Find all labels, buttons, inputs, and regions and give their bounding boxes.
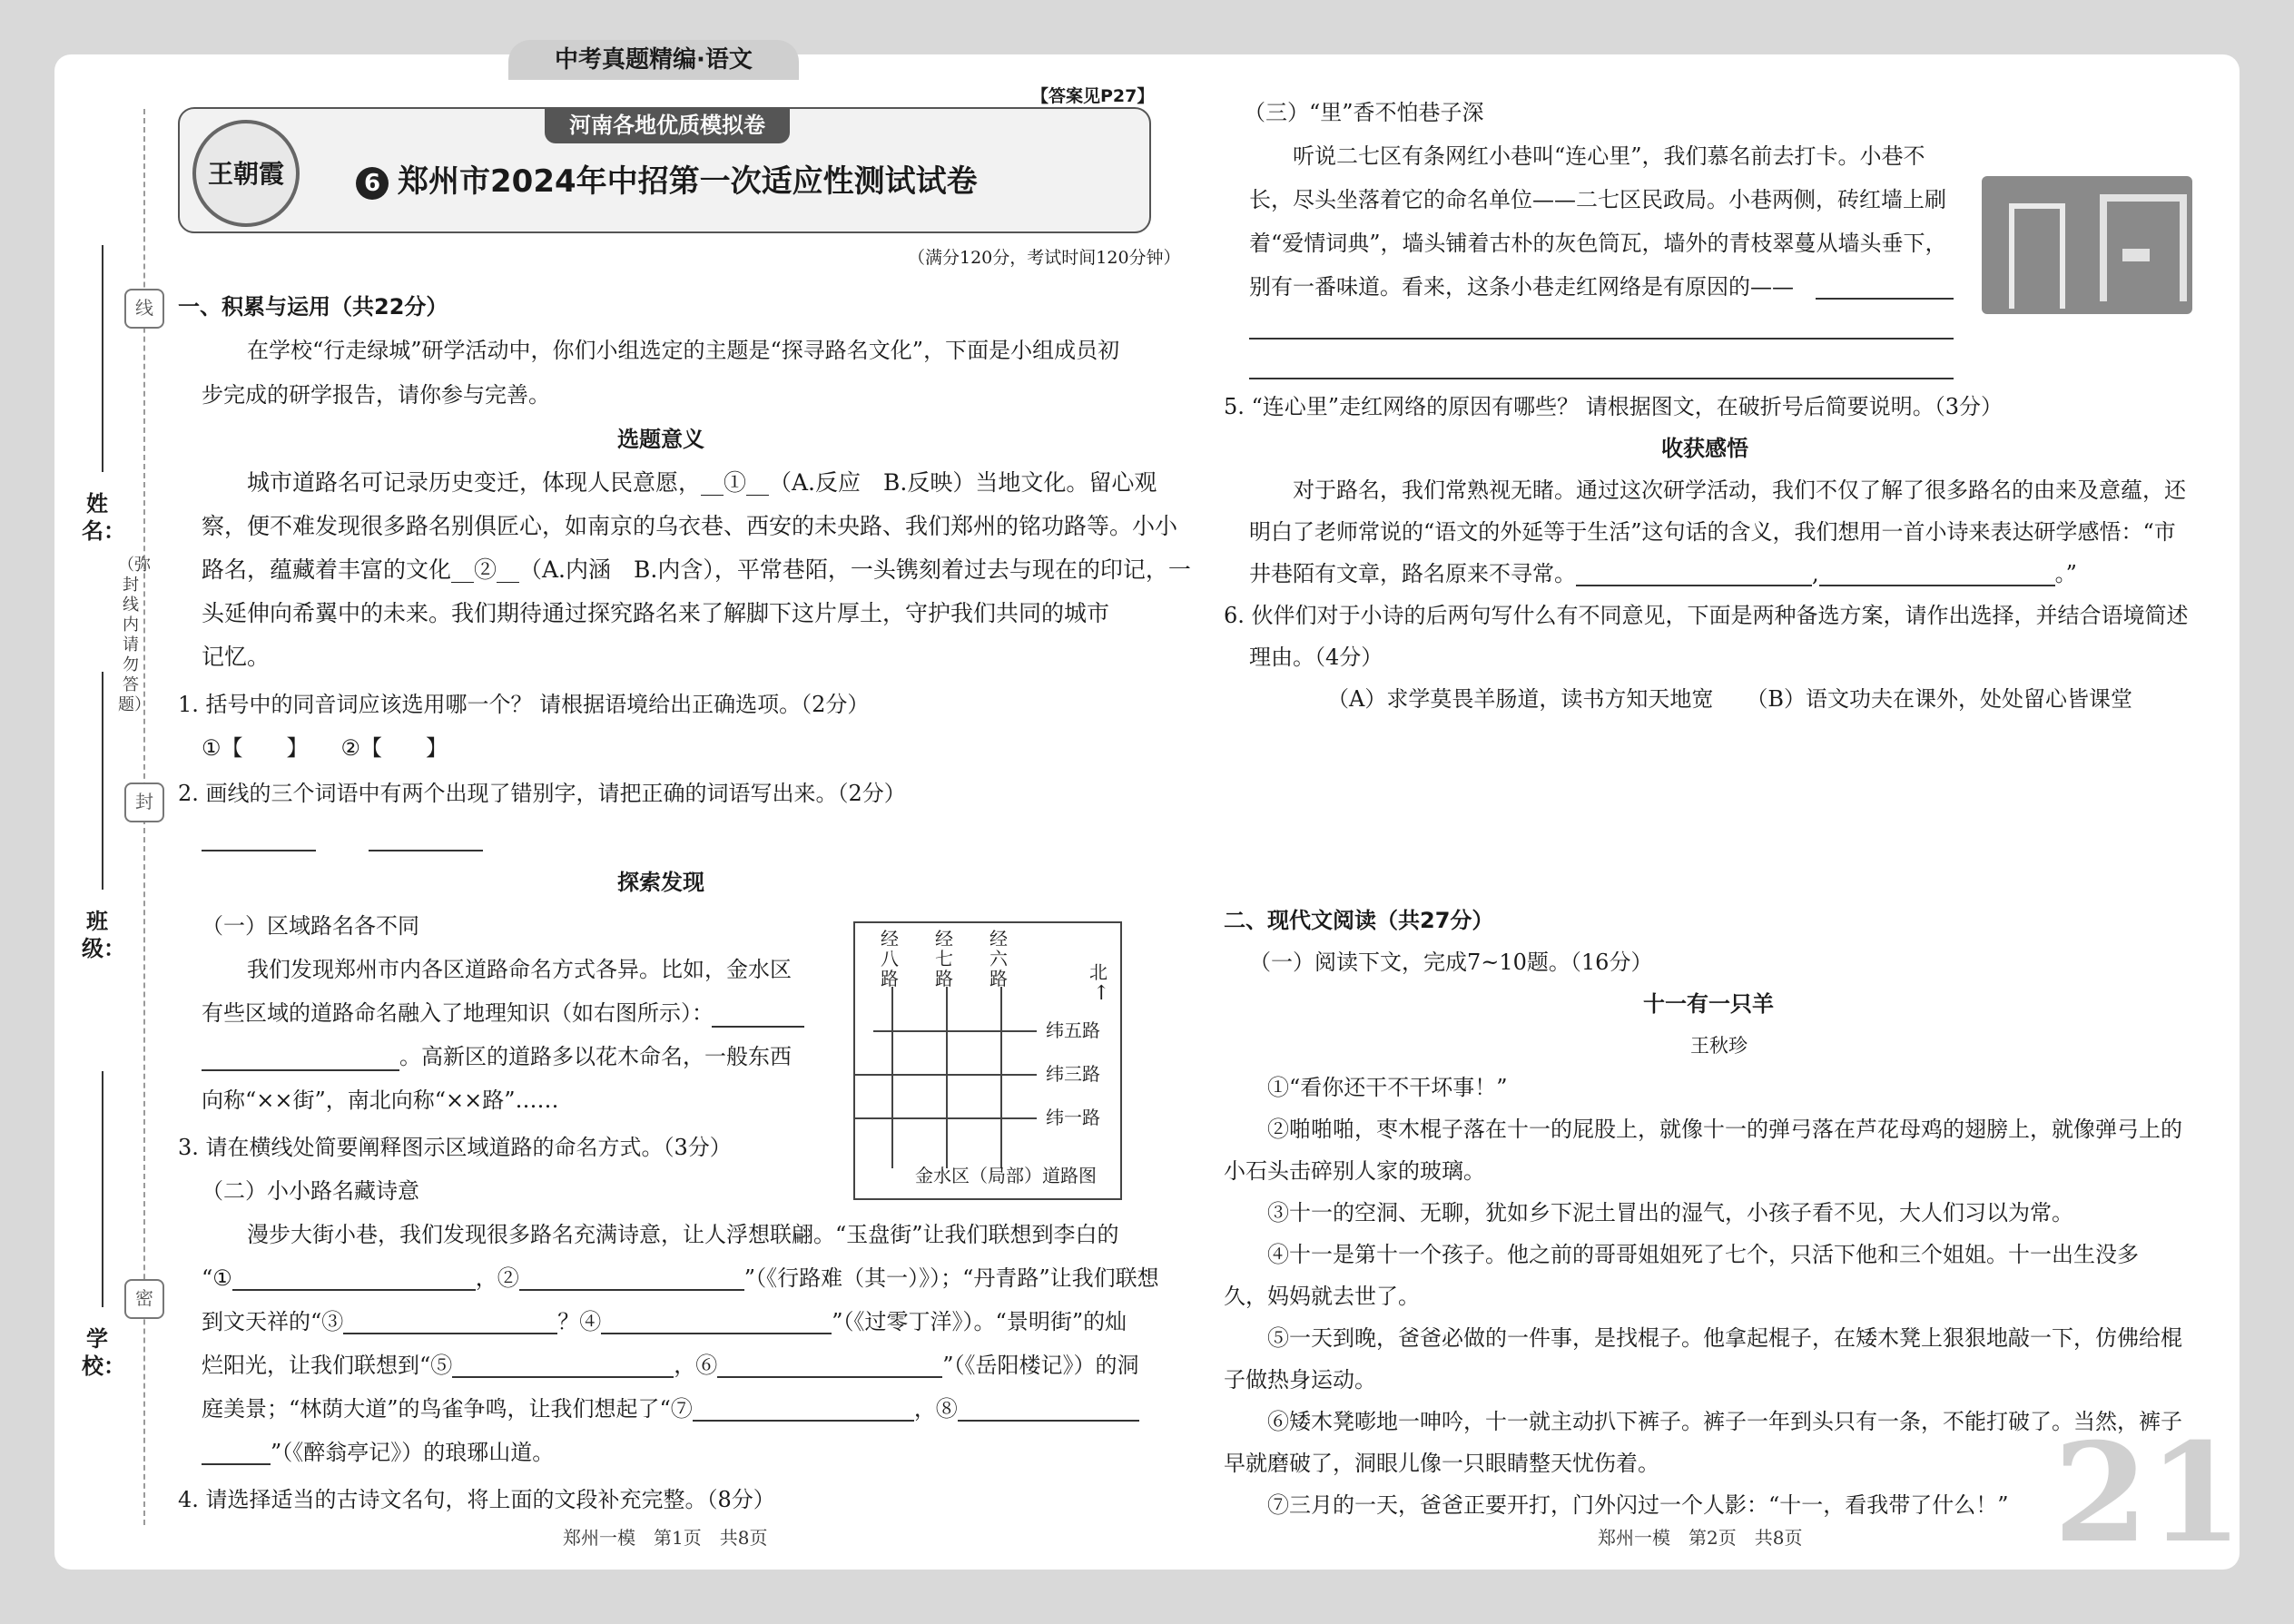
s2-seg: ，② [475,1265,519,1291]
question-5: 5. “连心里”走红网络的原因有哪些？ 请根据图文，在破折号后简要说明。（3分） [1224,394,2003,419]
answer-blank[interactable] [717,1353,942,1378]
seal-note: （弥封线内请勿答题） [118,556,151,714]
story-line: ⑦三月的一天，爸爸正要开打，门外闪过一个人影：“十一，看我带了什么！” [1267,1492,2009,1518]
answer-blank[interactable] [1249,376,1954,379]
heading-tansuo: 探索发现 [617,870,704,895]
subsection-1: （一）区域路名各不同 [202,913,419,939]
north-arrow-icon: ↑ [1093,982,1110,1005]
answer-blank[interactable] [712,1024,804,1028]
answer-blank[interactable] [1816,296,1954,300]
s2-seg: ”（《醉翁亭记》）的琅琊山道。 [271,1440,555,1465]
footer-page-2: 郑州一模 第2页 共8页 [1598,1527,1803,1549]
map-label-wei5: 纬五路 [1046,1019,1100,1041]
s2-seg: ，⑧ [913,1396,958,1422]
question-6: 6. 伙伴们对于小诗的后两句写什么有不同意见，下面是两种备选方案，请作出选择，并结合语境简述 [1224,603,2189,628]
intro-line-1: 在学校“行走绿城”研学活动中，你们小组选定的主题是“探寻路名文化”，下面是小组成员初 [247,338,1120,363]
story-author: 王秋珍 [1690,1035,1748,1057]
alley-photo [1982,176,2192,314]
question-4: 4. 请选择适当的古诗文名句，将上面的文段补充完整。（8分） [178,1487,775,1512]
s2-line [202,1440,554,1465]
s2-seg: 到文天祥的“③ [202,1309,344,1334]
map-north: 北 [1089,961,1108,983]
class-label: 班级： [82,909,125,961]
section-1-heading: 一、积累与运用（共22分） [178,294,448,320]
s2-line [202,1265,1159,1291]
answer-blank[interactable] [343,1309,557,1334]
reading-1-intro: （一）阅读下文，完成7~10题。（16分） [1249,950,1653,975]
s2-seg: 烂阳光，让我们联想到“⑤ [202,1353,453,1378]
s2-seg: ”（《行路难（其一）》）；“丹青路”让我们联想 [743,1265,1159,1291]
story-line: ④十一是第十一个孩子。他之前的哥哥姐姐死了七个，只活下他和三个姐姐。十一出生没多 [1267,1242,2139,1267]
series-tab: 中考真题精编·语文 [508,40,799,80]
photo-wall-frame [2100,194,2187,301]
school-label: 学校： [82,1326,125,1379]
name-label: 姓名： [82,491,125,544]
answer-blank[interactable] [958,1396,1139,1422]
g-line [1249,561,2077,586]
seal-mark-line: 线 [124,289,164,329]
map-caption: 金水区（局部）道路图 [915,1165,1097,1186]
answer-blank[interactable] [202,1068,399,1071]
story-line: 小石头击碎别人家的玻璃。 [1224,1158,1485,1184]
story-line: ⑤一天到晚，爸爸必做的一件事，是找棍子。他拿起棍子，在矮木凳上狠狠地敲一下，仿佛给棍 [1267,1325,2182,1351]
g-line: 对于路名，我们常熟视无睹。通过这次研学活动，我们不仅了解了很多路名的由来及意蕴，还 [1293,477,2186,503]
story-line: ③十一的空洞、无聊，犹如乡下泥土冒出的湿气，小孩子看不见，大人们习以为常。 [1267,1200,2073,1225]
road-map [853,921,1122,1200]
question-6-cont: 理由。（4分） [1249,645,1383,670]
heading-xuanti: 选题意义 [617,427,704,452]
story-line: 久，妈妈就去世了。 [1224,1284,1420,1309]
question-6-options: （A）求学莫畏羊肠道，读书方知天地宽 （B）语文功夫在课外，处处留心皆课堂 [1327,686,2132,712]
para-line: 记忆。 [202,644,271,670]
photo-gate [2009,203,2065,309]
map-road-v [891,987,893,1168]
story-line: ⑥矮木凳嘭地一呻吟，十一就主动扒下裤子。裤子一年到头只有一条，不能打破了。当然，裤子 [1267,1409,2182,1434]
question-1: 1. 括号中的同音词应该选用哪一个？ 请根据语境给出正确选项。（2分） [178,692,870,717]
s2-line: 漫步大街小巷，我们发现很多路名充满诗意，让人浮想联翩。“玉盘街”让我们联想到李白的 [247,1222,1119,1247]
exam-title-text: 郑州市2024年中招第一次适应性测试试卷 [398,163,978,200]
s2-seg: ”（《过零丁洋》）。“景明街”的灿 [832,1309,1127,1334]
s2-seg: 庭美景；“林荫大道”的鸟雀争鸣，让我们想起了“⑦ [202,1396,693,1422]
answer-blank[interactable] [202,1440,271,1465]
s2-line [202,1309,1127,1334]
answer-blank[interactable] [693,1396,914,1422]
class-line[interactable] [102,672,103,890]
map-label-jing8: 经八路 [881,928,899,989]
s3-line: 听说二七区有条网红小巷叫“连心里”，我们慕名前去打卡。小巷不 [1293,143,1925,169]
s2-seg: “① [202,1265,232,1291]
seal-mark-mi: 密 [124,1279,164,1319]
answer-blank[interactable] [232,1265,476,1291]
story-line: 子做热身运动。 [1224,1367,1376,1393]
story-line: 早就磨破了，洞眼儿像一只眼睛整天忧伤着。 [1224,1451,1659,1476]
g-seg: 。” [2054,561,2077,586]
s3-line: 长，尽头坐落着它的命名单位——二七区民政局。小巷两侧，砖红墙上刷 [1249,187,1946,212]
map-road-h [873,1030,1037,1032]
map-road-h [855,1074,1037,1076]
s1-line: 。高新区的道路多以花木命名，一般东西 [399,1044,792,1069]
question-3: 3. 请在横线处简要阐释图示区域道路的命名方式。（3分） [178,1135,732,1160]
map-label-wei3: 纬三路 [1046,1063,1100,1085]
g-seg: , [1812,561,1819,586]
subsection-2: （二）小小路名藏诗意 [202,1178,419,1204]
map-road-v [1000,987,1002,1168]
school-line[interactable] [102,1071,103,1307]
map-road-h [855,1117,1037,1119]
score-time: （满分120分，考试时间120分钟） [908,248,1181,268]
logo-text: 王朝霞 [207,159,284,189]
s3-line: 别有一番味道。看来，这条小巷走红网络是有原因的—— [1249,274,1794,300]
region-ribbon: 河南各地优质模拟卷 [545,107,790,143]
para-line: 路名，蕴藏着丰富的文化__②__（A.内涵 B.内含），平常巷陌，一头镌刻着过去与现在的印记，一 [202,556,1191,583]
s2-seg: ？④ [557,1309,602,1334]
answer-ref: 【答案见P27】 [1031,86,1155,106]
answer-blank[interactable] [1576,561,1812,586]
para-line: 察，便不难发现很多路名别俱匠心，如南京的乌衣巷、西安的未央路、我们郑州的铭功路等。小小 [202,513,1178,539]
brand-logo [192,120,300,227]
answer-blank[interactable] [1249,336,1954,340]
section-2-heading: 二、现代文阅读（共27分） [1224,908,1494,933]
s2-line [202,1396,1139,1422]
map-road-v [946,987,948,1168]
g-line: 明白了老师常说的“语文的外延等于生活”这句话的含义，我们想用一首小诗来表达研学感悟：“市 [1249,519,2176,545]
subsection-3: （三）“里”香不怕巷子深 [1244,100,1484,125]
s1-line: 有些区域的道路命名融入了地理知识（如右图所示）： [202,1000,714,1026]
story-line: ①“看你还干不干坏事！” [1267,1075,1508,1100]
intro-line-2: 步完成的研学报告，请你参与完善。 [202,382,550,408]
map-label-jing6: 经六路 [989,928,1008,989]
seal-mark-feng: 封 [124,782,164,822]
story-line: ②啪啪啪，枣木棍子落在十一的屁股上，就像十一的弹弓落在芦花母鸡的翅膀上，就像弹弓上的 [1267,1117,2182,1142]
exam-number-badge: 6 [356,167,389,200]
question-2: 2. 画线的三个词语中有两个出现了错别字，请把正确的词语写出来。（2分） [178,781,906,806]
story-title: 十一有一只羊 [1643,991,1774,1017]
s2-seg: ，⑥ [674,1353,718,1378]
s1-line: 向称“××街”，南北向称“××路”…… [202,1088,559,1113]
name-line[interactable] [102,245,103,472]
answer-blank[interactable] [369,848,483,851]
heading-shouhuo: 收获感悟 [1661,436,1748,461]
question-1-answer-brackets[interactable]: ①【 】 ②【 】 [202,735,448,761]
answer-blank[interactable] [202,848,316,851]
g-seg: 井巷陌有文章，路名原来不寻常。 [1249,561,1576,586]
answer-blank[interactable] [519,1265,744,1291]
s2-seg: ”（《岳阳楼记》）的洞 [942,1353,1139,1378]
s2-line [202,1353,1139,1378]
photo-bench [2122,249,2150,261]
footer-page-1: 郑州一模 第1页 共8页 [563,1527,768,1549]
s1-line: 我们发现郑州市内各区道路命名方式各异。比如，金水区 [247,957,792,982]
page-number-watermark: 21 [2053,1413,2243,1573]
exam-title [356,163,978,200]
para-line: 头延伸向希翼中的未来。我们期待通过探究路名来了解脚下这片厚土，守护我们共同的城市 [202,600,1110,626]
s3-line: 着“爱情词典”，墙头铺着古朴的灰色筒瓦，墙外的青枝翠蔓从墙头垂下， [1249,231,1947,256]
answer-blank[interactable] [452,1353,674,1378]
map-label-wei1: 纬一路 [1046,1107,1100,1128]
map-label-jing7: 经七路 [935,928,953,989]
answer-blank[interactable] [1819,561,2055,586]
answer-blank[interactable] [601,1309,832,1334]
para-line: 城市道路名可记录历史变迁，体现人民意愿，__①__（A.反应 B.反映）当地文化。留心观 [247,469,1157,496]
